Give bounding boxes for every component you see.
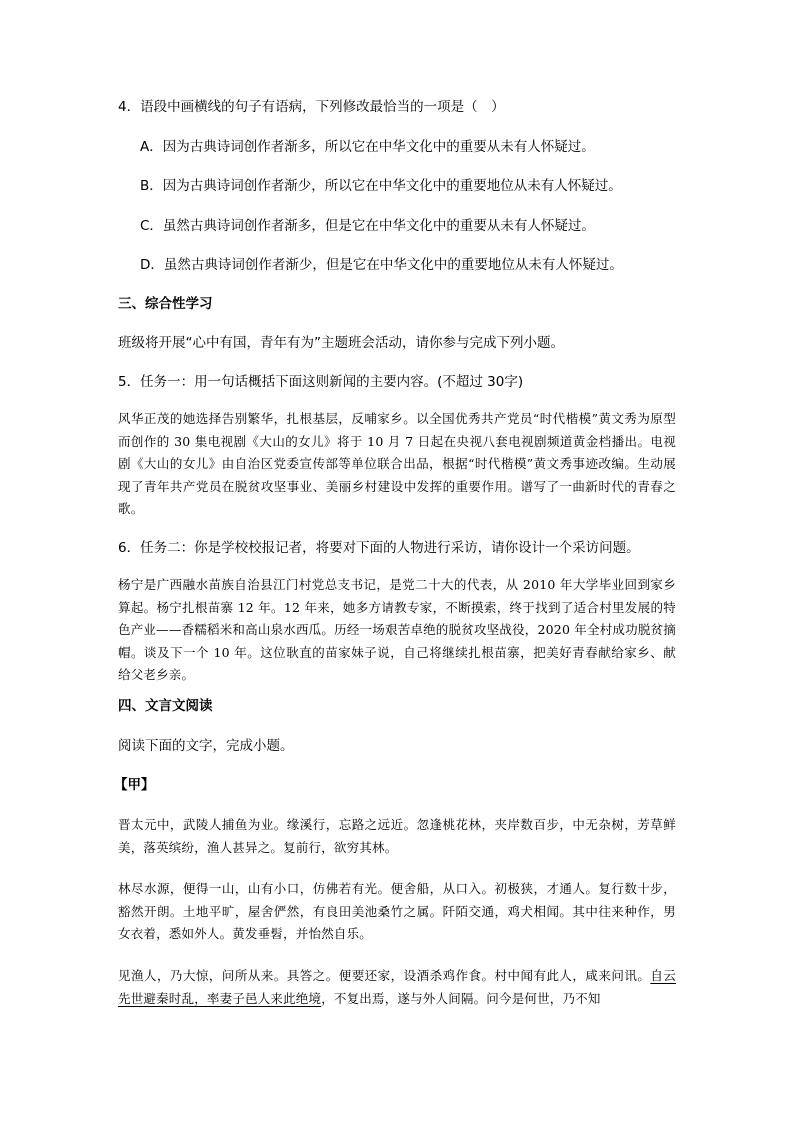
question-6-passage — [118, 574, 676, 687]
classical-paragraph-1 — [118, 814, 676, 859]
classical-text: 晋太元中，武陵人捕鱼为业。缘溪行，忘路之远近。忽逢桃花林，夹岸数百步，中无杂树，芳草鲜美，落英缤纷，渔人甚异之。复前行，欲穷其林。 — [118, 817, 676, 855]
section-3-heading: 三、综合性学习 — [118, 296, 213, 312]
classical-text-start: 见渔人，乃大惊，问所从来。具答之。便要还家，设酒杀鸡作食。村中闻有此人，咸来问讯。 — [118, 968, 651, 983]
section-4-intro: 阅读下面的文字，完成小题。 — [118, 738, 294, 754]
underlined-sentence: 自云先世避秦时乱，率妻子邑人来此绝境 — [118, 968, 676, 1006]
classical-text-end: ，不复出焉，遂与外人间隔。问今是何世，乃不知 — [321, 990, 601, 1006]
classical-paragraph-3 — [118, 965, 676, 1010]
classical-text: 林尽水源，便得一山，山有小口，仿佛若有光。便舍船，从口入。初极狭，才通人。复行数十步，豁然开朗。土地平旷，屋舍俨然，有良田美池桑竹之属。阡陌交通，鸡犬相闻。其中往来种作，男女衣着，悉如外人。黄发垂髫，并怡然自乐。 — [118, 881, 676, 941]
classical-text — [118, 965, 676, 1010]
news-paragraph: 风华正茂的她选择告别繁华，扎根基层，反哺家乡。以全国优秀共产党员“时代楷模”黄文秀为原型而创作的 30 集电视剧《大山的女儿》将于 10 月 7 日起在央视八套电视剧频道黄金档播出。电视剧《大山的女儿》由自治区党委宣传部等单位联合出品，根据“时代楷模”黄文秀事迹改编。生动展现了青年共产党员在脱贫攻坚事业、美丽乡村建设中发挥的重要作用。谱写了一曲新时代的青春之歌。 — [118, 411, 676, 516]
profile-paragraph: 杨宁是广西融水苗族自治县江门村党总支书记，是党二十大的代表，从 2010 年大学毕业回到家乡算起。杨宁扎根苗寨 12 年。12 年来，她多方请教专家，不断摸索，终于找到了适合村里发展的特色产业——香糯稻米和高山泉水西瓜。历经一场艰苦卓绝的脱贫攻坚战役，2020 年全村成功脱贫摘帽。谈及下一个 10 年。这位耿直的苗家妹子说，自己将继续扎根苗寨，把美好青春献给家乡、献给父老乡亲。 — [118, 577, 676, 682]
question-5-passage — [118, 408, 676, 521]
question-4-option-a: A．因为古典诗词创作者渐多，所以它在中华文化中的重要从未有人怀疑过。 — [140, 139, 595, 155]
section-4-heading: 四、文言文阅读 — [118, 698, 213, 714]
passage-label-jia: 【甲】 — [114, 777, 155, 793]
question-4-stem: 4．语段中画横线的句子有语病，下列修改最恰当的一项是（ ） — [118, 99, 505, 115]
question-4-option-c: C．虽然古典诗词创作者渐多，但是它在中华文化中的重要从未有人怀疑过。 — [140, 218, 595, 234]
question-5-stem: 5．任务一：用一句话概括下面这则新闻的主要内容。(不超过 30字) — [118, 374, 524, 390]
question-4-option-d: D．虽然古典诗词创作者渐少，但是它在中华文化中的重要地位从未有人怀疑过。 — [140, 257, 623, 273]
classical-paragraph-2 — [118, 878, 676, 946]
question-6-stem: 6．任务二：你是学校校报记者，将要对下面的人物进行采访，请你设计一个采访问题。 — [118, 540, 640, 556]
section-3-intro: 班级将开展“心中有国，青年有为”主题班会活动，请你参与完成下列小题。 — [118, 335, 564, 351]
question-4-option-b: B．因为古典诗词创作者渐少，所以它在中华文化中的重要地位从未有人怀疑过。 — [140, 178, 622, 194]
